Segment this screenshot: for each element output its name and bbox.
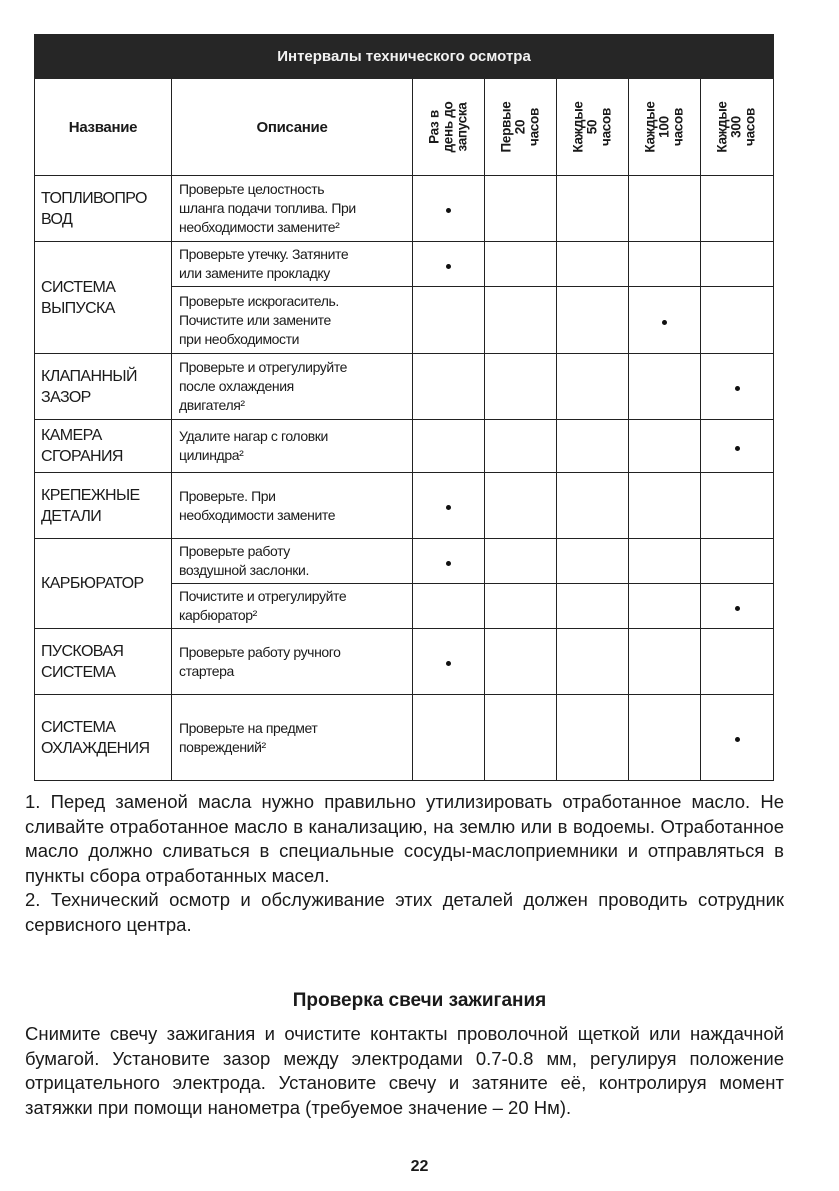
interval-cell — [557, 695, 629, 781]
interval-cell — [413, 584, 485, 629]
interval-cell — [557, 176, 629, 242]
row-name: КРЕПЕЖНЫЕ ДЕТАЛИ — [35, 473, 172, 539]
header-name: Название — [35, 79, 172, 176]
header-interval-label: Первые 20 часов — [498, 101, 542, 153]
interval-cell — [701, 584, 774, 629]
row-name: КАМЕРА СГОРАНИЯ — [35, 420, 172, 473]
row-name: КЛАПАННЫЙ ЗАЗОР — [35, 354, 172, 420]
row-name: СИСТЕМА ОХЛАЖДЕНИЯ — [35, 695, 172, 781]
interval-cell — [629, 287, 701, 354]
header-interval-0 — [413, 79, 485, 176]
interval-cell — [701, 629, 774, 695]
row-description: Проверьте на предмет повреждений² — [172, 695, 413, 781]
interval-cell — [701, 420, 774, 473]
row-description: Проверьте работу ручного стартера — [172, 629, 413, 695]
table-row — [35, 420, 774, 473]
interval-cell — [557, 584, 629, 629]
interval-cell — [701, 287, 774, 354]
interval-cell — [629, 584, 701, 629]
interval-cell — [701, 473, 774, 539]
interval-cell — [629, 629, 701, 695]
row-description: Проверьте и отрегулируйте после охлаждения двигателя² — [172, 354, 413, 420]
row-name: КАРБЮРАТОР — [35, 539, 172, 629]
interval-cell — [485, 629, 557, 695]
footnotes — [25, 790, 784, 937]
interval-cell — [701, 176, 774, 242]
interval-cell — [557, 420, 629, 473]
row-description: Проверьте утечку. Затяните или замените прокладку — [172, 242, 413, 287]
interval-cell — [701, 354, 774, 420]
row-description: Проверьте работу воздушной заслонки. — [172, 539, 413, 584]
interval-cell — [485, 420, 557, 473]
header-interval-3 — [629, 79, 701, 176]
check-dot-icon — [446, 505, 451, 510]
interval-cell — [413, 176, 485, 242]
interval-cell — [557, 354, 629, 420]
interval-cell — [629, 539, 701, 584]
interval-cell — [485, 354, 557, 420]
footnote-1: 1. Перед заменой масла нужно правильно утилизировать отработанное масло. Не сливайте отработанное масло в канализацию, на землю или в водоемы. Отработанное масло должно сливаться в специальные сосуды-маслоприемники и отправляться в пункты сбора отработанных масел. — [25, 791, 784, 886]
check-dot-icon — [446, 661, 451, 666]
table-row — [35, 629, 774, 695]
table-row — [35, 354, 774, 420]
header-interval-1 — [485, 79, 557, 176]
interval-cell — [557, 242, 629, 287]
interval-cell — [629, 420, 701, 473]
interval-cell — [413, 242, 485, 287]
row-description: Проверьте искрогаситель. Почистите или замените при необходимости — [172, 287, 413, 354]
table-title: Интервалы технического осмотра — [35, 35, 774, 79]
check-dot-icon — [735, 606, 740, 611]
header-interval-label: Каждые 100 часов — [642, 101, 686, 153]
row-name: ТОПЛИВОПРО ВОД — [35, 176, 172, 242]
interval-cell — [413, 629, 485, 695]
check-dot-icon — [446, 208, 451, 213]
check-dot-icon — [735, 386, 740, 391]
interval-cell — [629, 354, 701, 420]
check-dot-icon — [446, 561, 451, 566]
interval-cell — [629, 473, 701, 539]
interval-cell — [485, 584, 557, 629]
interval-cell — [557, 539, 629, 584]
interval-cell — [557, 473, 629, 539]
row-description: Проверьте. При необходимости замените — [172, 473, 413, 539]
section-body: Снимите свечу зажигания и очистите контакты проволочной щеткой или наждачной бумагой. Установите зазор между электродами 0.7-0.8 мм, регулируя положение отрицательного электрода. Установите свечу и затяните её, контролируя момент затяжки при помощи нанометра (требуемое значение – 20 Нм). — [25, 1023, 784, 1118]
row-name: ПУСКОВАЯ СИСТЕМА — [35, 629, 172, 695]
header-interval-label: Раз в день до запуска — [426, 101, 470, 153]
header-interval-label: Каждые 50 часов — [570, 101, 614, 153]
header-interval-4 — [701, 79, 774, 176]
table-row — [35, 695, 774, 781]
interval-cell — [413, 695, 485, 781]
interval-cell — [557, 287, 629, 354]
page-number: 22 — [410, 1158, 429, 1175]
footnote-2: 2. Технический осмотр и обслуживание этих деталей должен проводить сотрудник сервисного центра. — [25, 889, 784, 935]
header-description: Описание — [172, 79, 413, 176]
header-interval-label: Каждые 300 часов — [715, 101, 759, 153]
interval-cell — [557, 629, 629, 695]
interval-cell — [413, 354, 485, 420]
section-title: Проверка свечи зажигания — [292, 990, 547, 1011]
check-dot-icon — [735, 446, 740, 451]
interval-cell — [629, 242, 701, 287]
interval-cell — [485, 473, 557, 539]
row-description: Проверьте целостность шланга подачи топлива. При необходимости замените² — [172, 176, 413, 242]
interval-cell — [485, 539, 557, 584]
maintenance-table — [34, 34, 774, 781]
row-description: Удалите нагар с головки цилиндра² — [172, 420, 413, 473]
check-dot-icon — [446, 264, 451, 269]
check-dot-icon — [662, 320, 667, 325]
interval-cell — [701, 242, 774, 287]
header-interval-2 — [557, 79, 629, 176]
interval-cell — [629, 176, 701, 242]
interval-cell — [413, 473, 485, 539]
interval-cell — [701, 695, 774, 781]
interval-cell — [413, 287, 485, 354]
table-row — [35, 473, 774, 539]
table-row — [35, 539, 774, 584]
table-row — [35, 176, 774, 242]
table-row — [35, 242, 774, 287]
row-description: Почистите и отрегулируйте карбюратор² — [172, 584, 413, 629]
interval-cell — [629, 695, 701, 781]
interval-cell — [413, 420, 485, 473]
interval-cell — [701, 539, 774, 584]
interval-cell — [413, 539, 485, 584]
check-dot-icon — [735, 737, 740, 742]
interval-cell — [485, 695, 557, 781]
row-name: СИСТЕМА ВЫПУСКА — [35, 242, 172, 354]
interval-cell — [485, 242, 557, 287]
interval-cell — [485, 287, 557, 354]
interval-cell — [485, 176, 557, 242]
